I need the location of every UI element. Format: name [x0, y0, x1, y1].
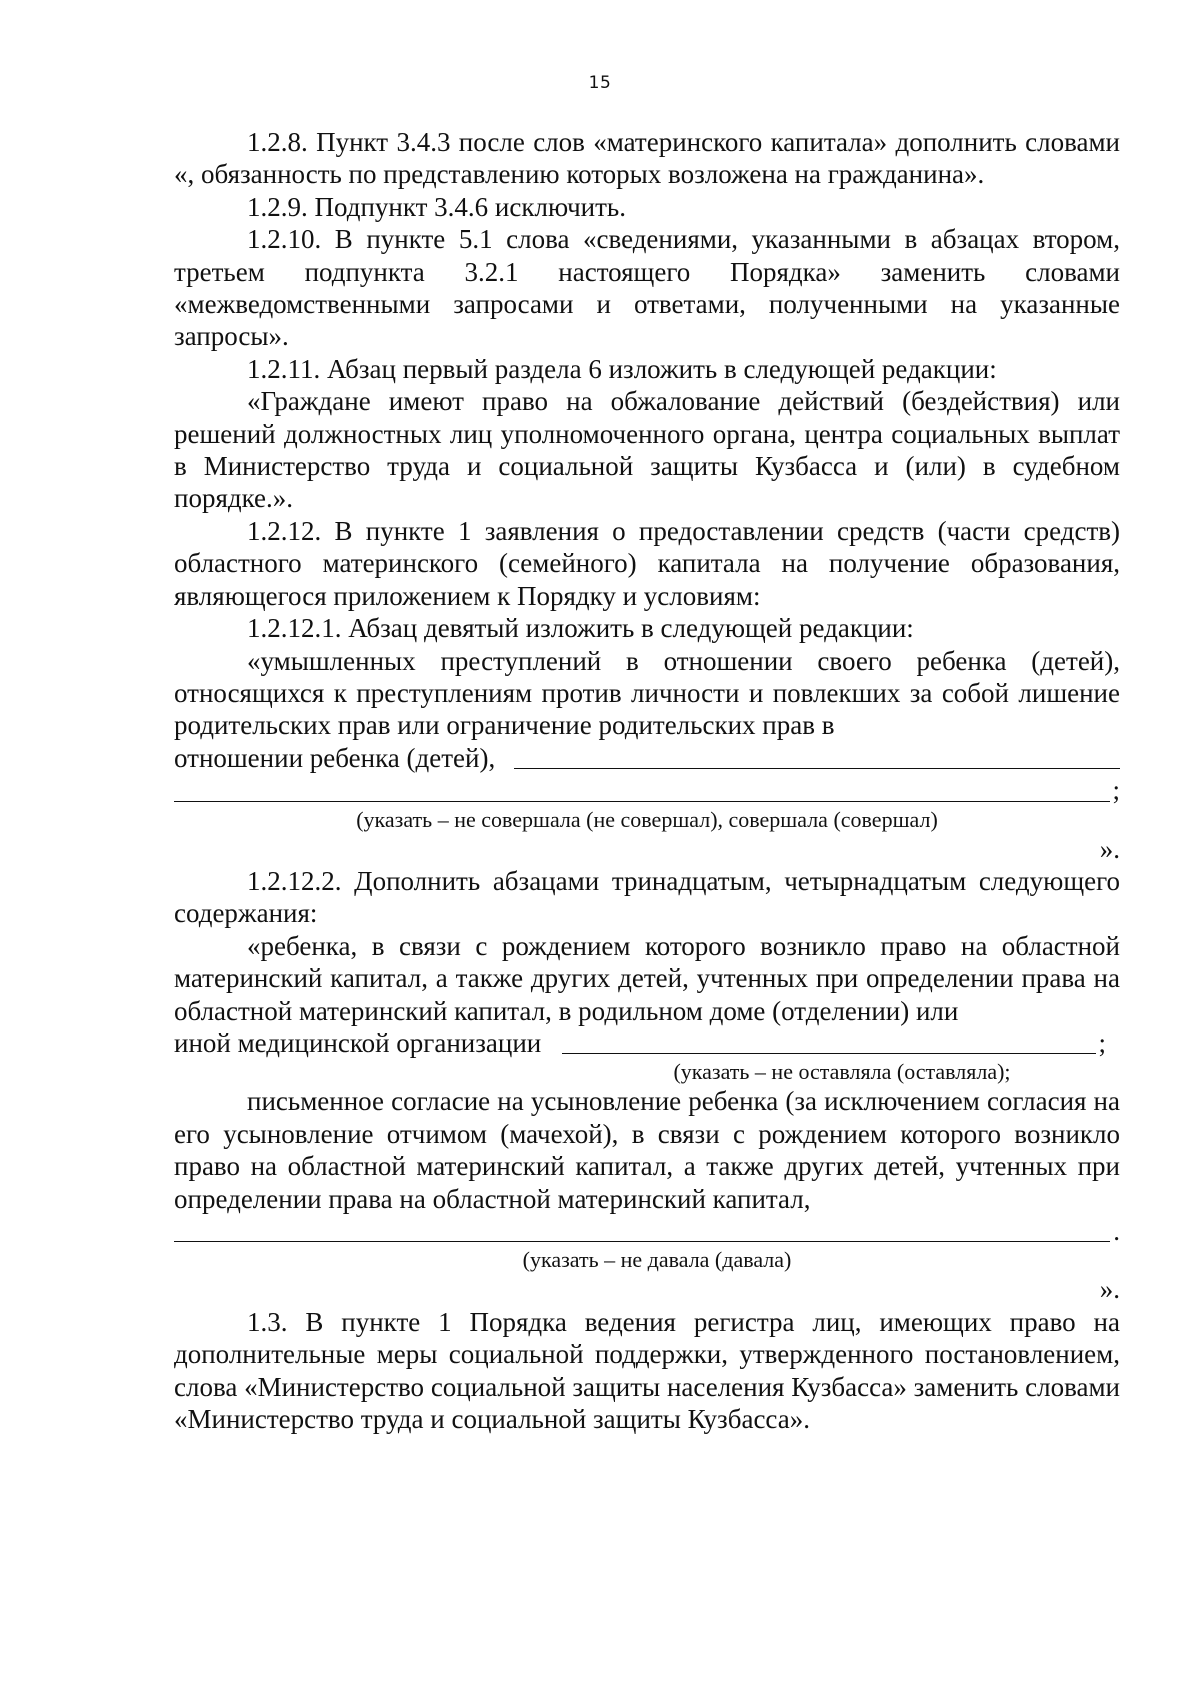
quoted-paragraph-appeal: «Граждане имеют право на обжалование действий (бездействия) или решений должностных лиц уполномоченного органа, центра социальных выплат в Министерство труда и социальной защиты Кузбасса и (или) в судебном порядке.». — [174, 386, 1120, 514]
crimes-blank-field — [514, 768, 1120, 769]
document-body — [174, 126, 1120, 1435]
crimes-fill-line-2 — [174, 774, 1120, 806]
quoted-paragraph-crimes: «умышленных преступлений в отношении своего ребенка (детей), относящихся к преступлениям против личности и повлекших за собой лишение родительских прав или ограничение родительских прав в — [174, 645, 1120, 741]
crimes-semicolon: ; — [1112, 775, 1120, 806]
adoption-blank-field — [174, 1241, 1110, 1242]
paragraph-1-2-12: 1.2.12. В пункте 1 заявления о предоставлении средств (части средств) областного материнского (семейного) капитала на получение образования, являющегося приложением к Порядку и условиям: — [174, 515, 1120, 611]
closing-quote-2: ». — [1099, 1274, 1120, 1305]
paragraph-1-2-9: 1.2.9. Подпункт 3.4.6 исключить. — [247, 191, 626, 222]
adoption-fill-hint: (указать – не давала (давала) — [522, 1247, 792, 1273]
maternity-blank-field — [562, 1053, 1096, 1054]
crimes-fill-hint: (указать – не совершала (не совершал), совершала (совершал) — [356, 806, 938, 832]
adoption-period: . — [1113, 1215, 1120, 1246]
paragraph-adoption-consent: письменное согласие на усыновление ребенка (за исключением согласия на его усыновление отчимом (мачехой), в связи с рождением которого возникло право на областной материнский капитал, а также других детей, учтенных при определении права на областной материнский капитал, — [174, 1086, 1120, 1214]
paragraph-1-3: 1.3. В пункте 1 Порядка ведения регистра лиц, имеющих право на дополнительные меры социальной поддержки, утвержденного постановлением, слова «Министерство социальной защиты населения Кузбасса» заменить словами «Министерство труда и социальной защиты Кузбасса». — [174, 1306, 1120, 1434]
paragraph-1-2-11: 1.2.11. Абзац первый раздела 6 изложить в следующей редакции: — [247, 353, 997, 384]
crimes-fill-label: отношении ребенка (детей), — [174, 742, 496, 773]
maternity-fill-hint: (указать – не оставляла (оставляла); — [673, 1059, 1011, 1085]
paragraph-1-2-12-2: 1.2.12.2. Дополнить абзацами тринадцатым, четырнадцатым следующего содержания: — [174, 865, 1120, 929]
paragraph-1-2-8: 1.2.8. Пункт 3.4.3 после слов «материнского капитала» дополнить словами «, обязанность по представлению которых возложена на гражданина». — [174, 127, 1120, 190]
quoted-paragraph-maternity: «ребенка, в связи с рождением которого возникло право на областной материнский капитал, а также других детей, учтенных при определении права на областной материнский капитал, в родильном доме (отделении) или — [174, 930, 1120, 1026]
crimes-fill-line — [174, 742, 1120, 774]
maternity-fill-label: иной медицинской организации — [174, 1027, 542, 1058]
crimes-blank-field-2 — [174, 801, 1110, 802]
adoption-fill-line — [174, 1215, 1120, 1247]
paragraph-1-2-12-1: 1.2.12.1. Абзац девятый изложить в следующей редакции: — [247, 613, 914, 644]
page-number: 15 — [588, 73, 612, 93]
maternity-fill-line — [174, 1027, 1120, 1059]
maternity-semicolon: ; — [1098, 1027, 1106, 1058]
paragraph-1-2-10: 1.2.10. В пункте 5.1 слова «сведениями, указанными в абзацах втором, третьем подпункта 3.2.1 настоящего Порядка» заменить словами «межведомственными запросами и ответами, полученными на указанные запросы». — [174, 224, 1120, 352]
closing-quote-1: ». — [1099, 833, 1120, 864]
